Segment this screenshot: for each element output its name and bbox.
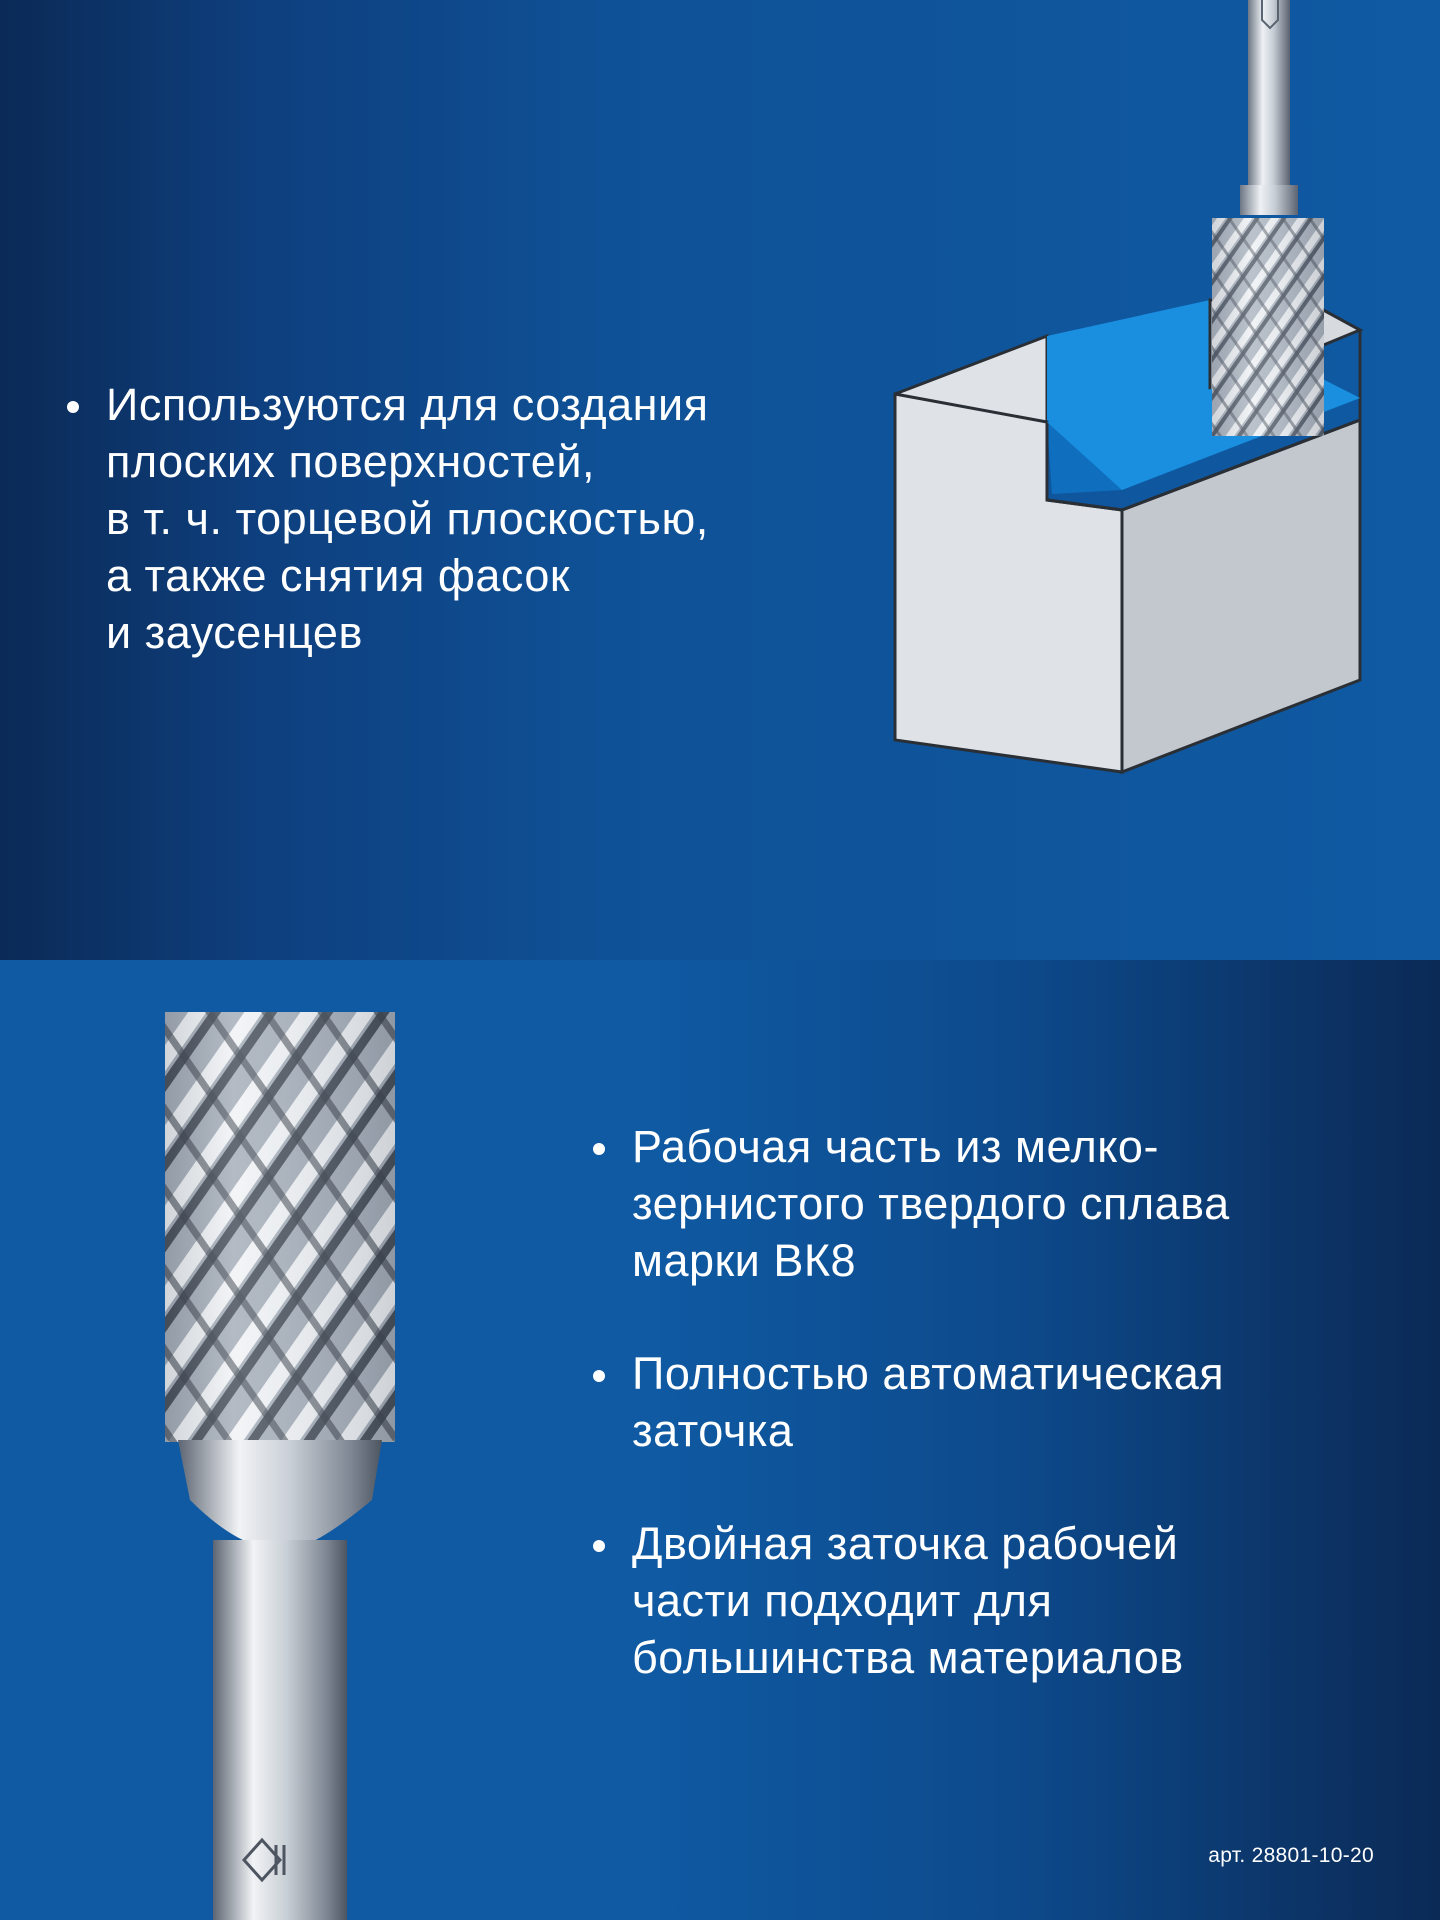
- bullet-line: Используются для создания: [106, 379, 709, 430]
- bottom-bullet-item: [590, 1515, 1230, 1686]
- bullet-line: марки ВК8: [632, 1235, 857, 1286]
- bottom-bullet-list: [590, 1118, 1230, 1742]
- bullet-line: Двойная заточка рабочей: [632, 1518, 1179, 1569]
- bullet-line: зернистого твердого сплава: [632, 1178, 1230, 1229]
- bullet-line: в т. ч. торцевой плоскостью,: [106, 493, 709, 544]
- bullet-line: Полностью автоматическая: [632, 1348, 1225, 1399]
- bullet-line: а также снятия фасок: [106, 550, 571, 601]
- bullet-line: части подходит для: [632, 1575, 1053, 1626]
- article-number: арт. 28801-10-20: [1208, 1844, 1374, 1867]
- bullet-line: и заусенцев: [106, 607, 363, 658]
- bottom-panel: [0, 960, 1440, 1920]
- bullet-line: заточка: [632, 1405, 794, 1456]
- bottom-bullet-item: [590, 1345, 1230, 1459]
- bullet-line: плоских поверхностей,: [106, 436, 595, 487]
- bullet-line: Рабочая часть из мелко-: [632, 1121, 1159, 1172]
- bottom-bullet-item: [590, 1118, 1230, 1289]
- bullet-line: большинства материалов: [632, 1632, 1184, 1683]
- carbide-burr-icon: [0, 960, 520, 1920]
